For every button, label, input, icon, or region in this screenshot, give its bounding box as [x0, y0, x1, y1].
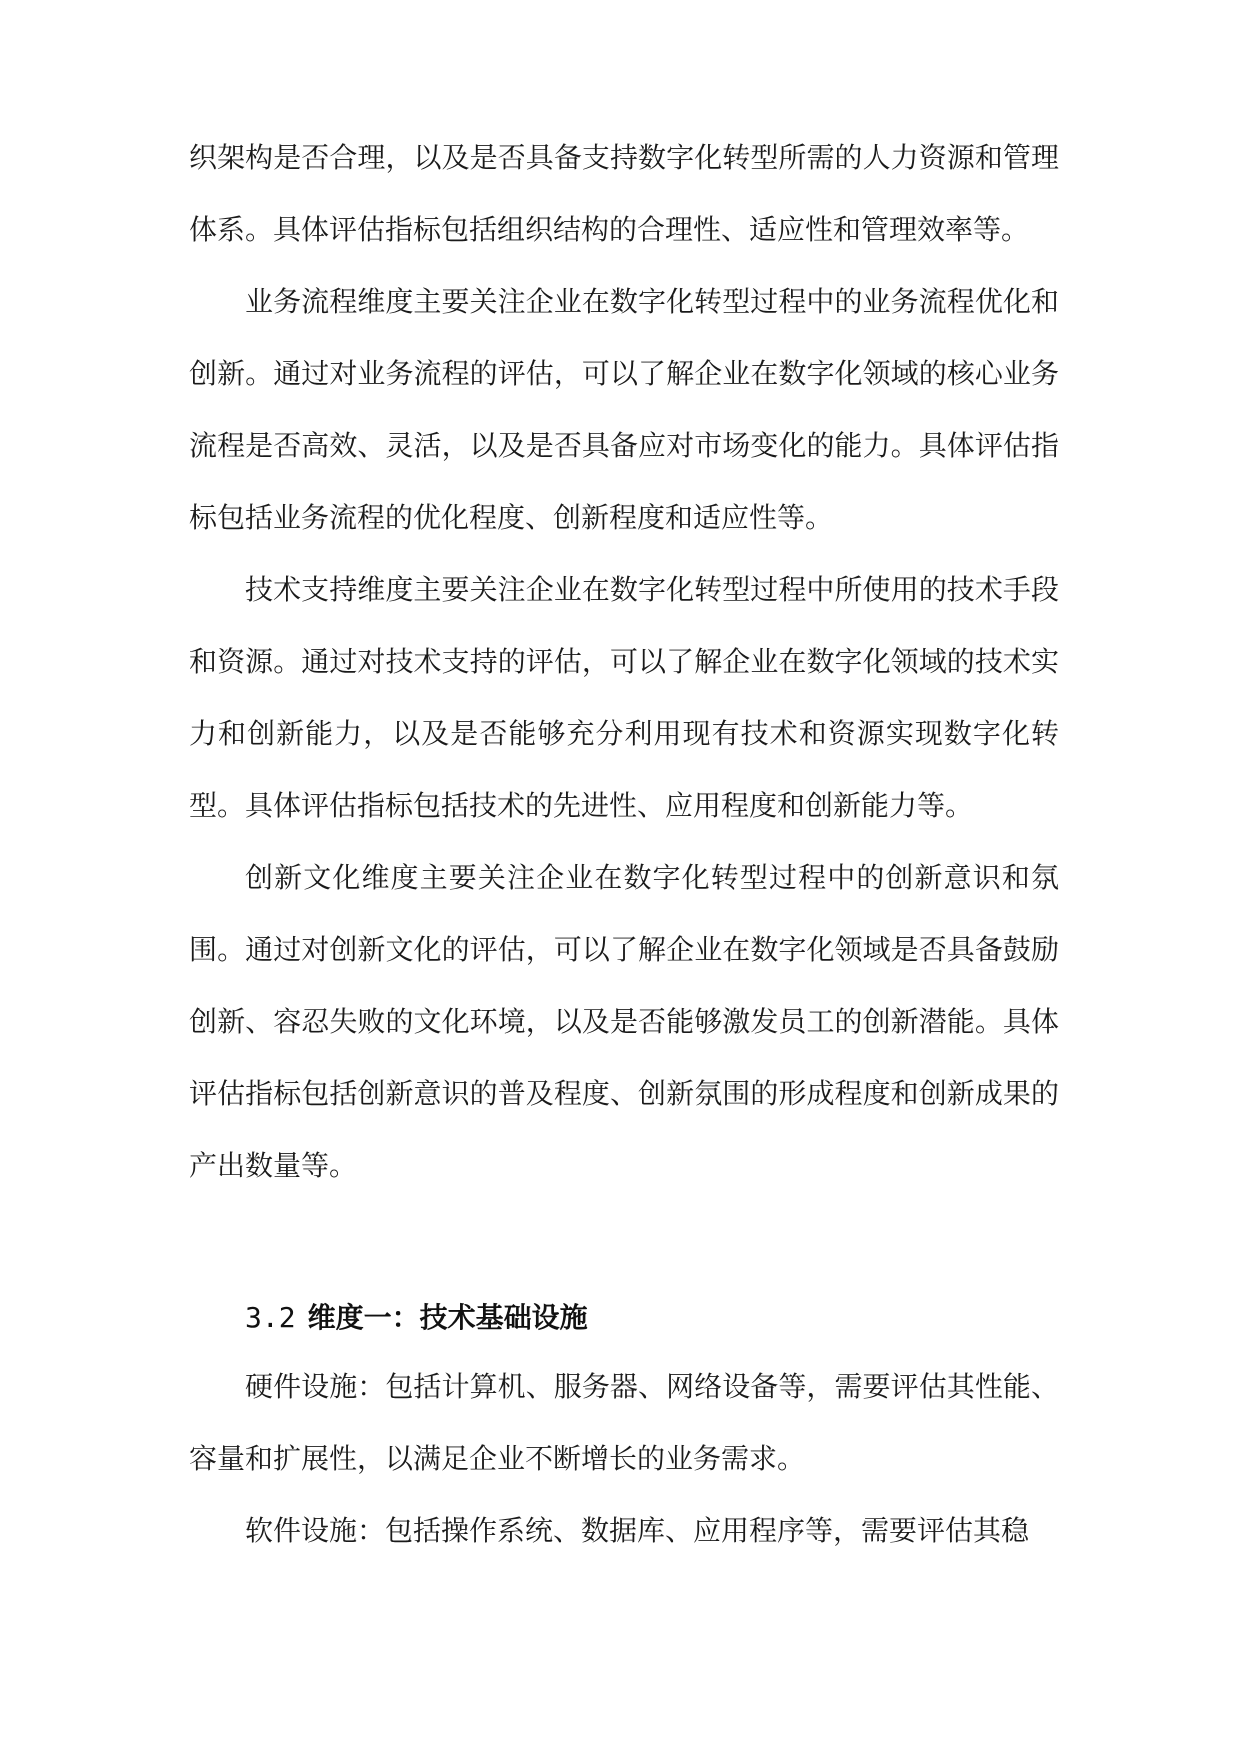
section-number: 3.2 — [245, 1301, 296, 1334]
paragraph-software: 软件设施：包括操作系统、数据库、应用程序等，需要评估其稳 — [245, 1514, 1030, 1547]
paragraph-hardware: 硬件设施：包括计算机、服务器、网络设备等，需要评估其性能、容量和扩展性，以满足企业不断增长的业务需求。 — [189, 1370, 1059, 1475]
paragraph-innovation-culture: 创新文化维度主要关注企业在数字化转型过程中的创新意识和氛围。通过对创新文化的评估，可以了解企业在数字化领域是否具备鼓励创新、容忍失败的文化环境，以及是否能够激发员工的创新潜能。具体评估指标包括创新意识的普及程度、创新氛围的形成程度和创新成果的产出数量等。 — [189, 861, 1059, 1182]
paragraph-org-structure: 织架构是否合理，以及是否具备支持数字化转型所需的人力资源和管理体系。具体评估指标包括组织结构的合理性、适应性和管理效率等。 — [189, 141, 1059, 246]
paragraph-tech-support: 技术支持维度主要关注企业在数字化转型过程中所使用的技术手段和资源。通过对技术支持的评估，可以了解企业在数字化领域的技术实力和创新能力，以及是否能够充分利用现有技术和资源实现数字化转型。具体评估指标包括技术的先进性、应用程度和创新能力等。 — [189, 573, 1059, 822]
section-title: 维度一：技术基础设施 — [307, 1301, 588, 1334]
section-heading — [245, 1298, 588, 1338]
paragraph-business-process: 业务流程维度主要关注企业在数字化转型过程中的业务流程优化和创新。通过对业务流程的评估，可以了解企业在数字化领域的核心业务流程是否高效、灵活，以及是否具备应对市场变化的能力。具体评估指标包括业务流程的优化程度、创新程度和适应性等。 — [189, 285, 1059, 534]
